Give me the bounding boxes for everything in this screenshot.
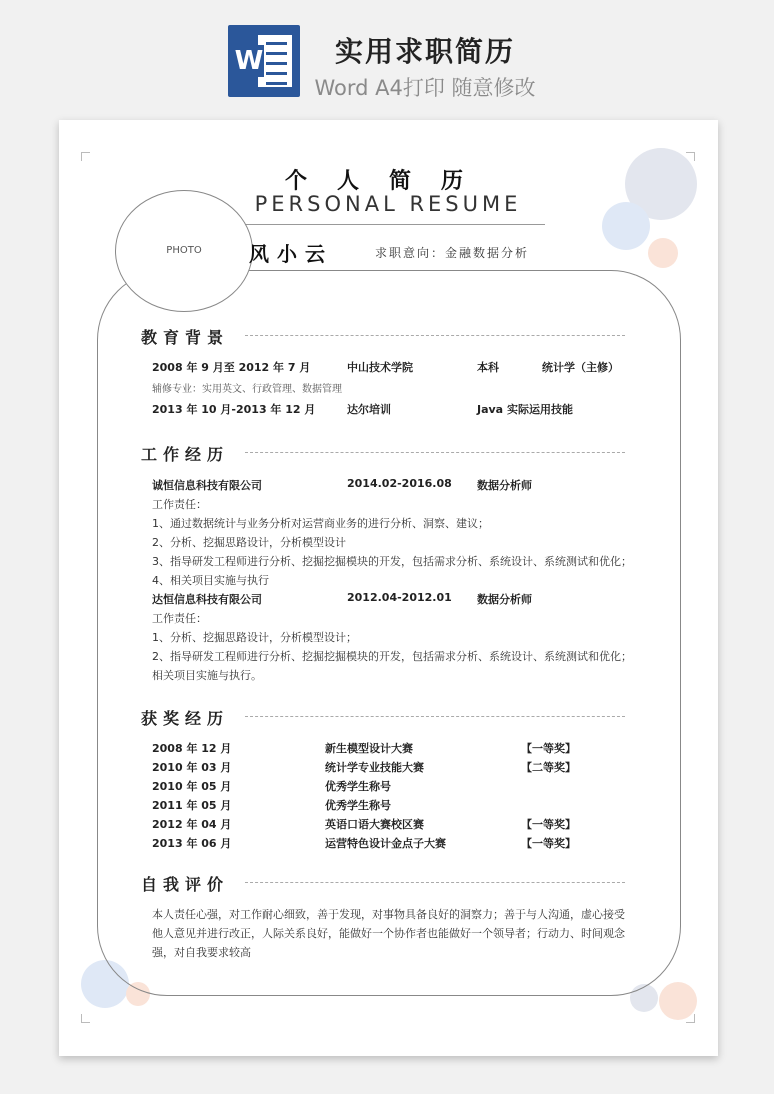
award-level: 【一等奖】 [521,742,576,755]
edu-minor: 辅修专业：实用英文、行政管理、数据管理 [152,384,342,395]
work-line: 1、通过数据统计与业务分析对运营商业务的进行分析、洞察、建议； [152,517,489,530]
edu-degree: 本科 [477,361,499,374]
word-icon-letter: W [234,46,264,76]
work-company: 诚恒信息科技有限公司 [152,479,262,492]
section-title-work: 工作经历 [141,445,230,464]
decor-bubble-peach [648,238,678,268]
award-date: 2008 年 12 月 [152,742,232,755]
self-eval-line: 他人意见并进行改正，人际关系良好，能做好一个协作者也能做好一个领导者；行动力、时间观念 [152,927,625,940]
work-company: 达恒信息科技有限公司 [152,593,262,606]
award-level: 【二等奖】 [521,761,576,774]
work-role: 数据分析师 [477,479,532,492]
work-line: 相关项目实施与执行。 [152,669,262,682]
edu-school: 中山技术学院 [347,361,413,374]
section-divider [245,882,625,883]
award-date: 2013 年 06 月 [152,837,232,850]
work-line: 3、指导研发工程师进行分析、挖掘挖掘模块的开发，包括需求分析、系统设计、系统测试和优化； [152,555,632,568]
resume-title-cn: 个人简历 [284,169,493,194]
work-role: 数据分析师 [477,593,532,606]
crop-mark-bottom-left [81,1014,90,1023]
job-intent: 求职意向：金融数据分析 [375,246,530,260]
work-line: 2、分析、挖掘思路设计，分析模型设计 [152,536,346,549]
edu-date: 2008 年 9 月至 2012 年 7 月 [152,361,311,374]
award-date: 2010 年 03 月 [152,761,232,774]
title-underline [231,224,545,225]
banner-title: 实用求职简历 [334,35,515,68]
work-period: 2014.02-2016.08 [347,477,452,490]
award-name: 统计学专业技能大赛 [325,761,424,774]
edu-school: 达尔培训 [347,403,391,416]
edu-degree: Java 实际运用技能 [477,403,573,416]
award-level: 【一等奖】 [521,837,576,850]
award-name: 运营特色设计金点子大赛 [325,837,446,850]
resume-page [59,120,718,1056]
word-icon [228,25,300,97]
section-divider [245,335,625,336]
edu-date: 2013 年 10 月-2013 年 12 月 [152,403,316,416]
award-date: 2012 年 04 月 [152,818,232,831]
section-divider [245,452,625,453]
work-line: 工作责任： [152,612,207,625]
edu-major: 统计学（主修） [542,361,619,374]
award-name: 优秀学生称号 [325,799,391,812]
decor-bubble-blue [602,202,650,250]
award-date: 2011 年 05 月 [152,799,232,812]
work-line: 2、指导研发工程师进行分析、挖掘挖掘模块的开发，包括需求分析、系统设计、系统测试和优化； [152,650,632,663]
award-name: 优秀学生称号 [325,780,391,793]
resume-title-en: PERSONAL RESUME [254,192,522,216]
section-title-education: 教育背景 [141,328,230,347]
decor-bubble-peach-bottom-right [659,982,697,1020]
self-eval-line: 强，对自我要求较高 [152,946,251,959]
work-period: 2012.04-2012.01 [347,591,452,604]
section-title-awards: 获奖经历 [141,709,230,728]
award-name: 新生模型设计大赛 [325,742,413,755]
work-line: 工作责任： [152,498,207,511]
self-eval-line: 本人责任心强，对工作耐心细致，善于发现，对事物具备良好的洞察力；善于与人沟通，虚心接受 [152,908,625,921]
section-divider [245,716,625,717]
work-line: 4、相关项目实施与执行 [152,574,269,587]
crop-mark-top-left [81,152,90,161]
award-level: 【一等奖】 [521,818,576,831]
photo-placeholder: PHOTO [115,190,253,312]
award-name: 英语口语大赛校区赛 [325,818,424,831]
banner-subtitle: Word A4打印 随意修改 [314,76,536,100]
work-line: 1、分析、挖掘思路设计，分析模型设计； [152,631,357,644]
template-banner [0,0,774,110]
award-date: 2010 年 05 月 [152,780,232,793]
candidate-name: 风小云 [249,242,333,266]
section-title-self: 自我评价 [141,875,230,894]
